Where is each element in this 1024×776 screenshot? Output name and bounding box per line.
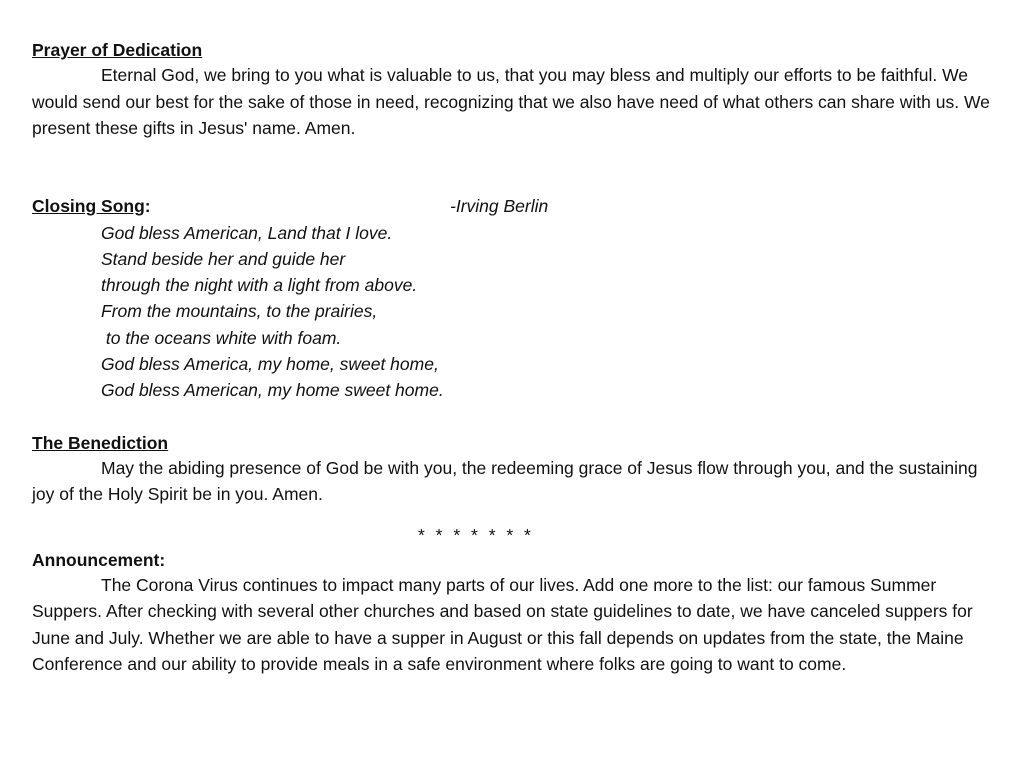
bulletin-page: [32, 38, 1002, 678]
closing-song-heading: Closing Song: [32, 195, 145, 216]
section-separator: * * * * * * *: [418, 524, 534, 545]
lyric-line: through the night with a light from above.: [101, 275, 418, 296]
lyric-line: From the mountains, to the prairies,: [101, 301, 378, 322]
closing-song-colon: :: [144, 195, 151, 216]
prayer-text: Eternal God, we bring to you what is valuable to us, that you may bless and multiply our efforts to be faithful. We would send our best for the sake of those in need, recognizing that we also have need of what others can share with us. We present these gifts in Jesus' name. Amen.: [32, 65, 990, 138]
benediction-text: May the abiding presence of God be with you, the redeeming grace of Jesus flow through you, and the sustaining joy of the Holy Spirit be in you. Amen.: [32, 457, 978, 505]
prayer-section: [32, 38, 1002, 142]
lyric-line: God bless American, Land that I love.: [101, 222, 393, 243]
song-author: -Irving Berlin: [450, 195, 549, 216]
lyric-line: God bless America, my home, sweet home,: [101, 353, 439, 374]
song-lyrics: [101, 220, 1002, 404]
announcement-section: [32, 548, 1002, 678]
closing-song-section: [32, 194, 1002, 404]
prayer-heading: Prayer of Dedication: [32, 40, 203, 60]
closing-song-header: [32, 194, 1002, 218]
lyric-line: God bless American, my home sweet home.: [101, 380, 444, 401]
announcement-text: The Corona Virus continues to impact many parts of our lives. Add one more to the list: our famous Summer Suppers. After checking with several other churches and based on state guidelines to date, we have canceled suppers for June and July. Whether we are able to have a supper in August or this fall depends on updates from the state, the Maine Conference and our ability to provide meals in a safe environment where folks are going to want to come.: [32, 574, 973, 675]
benediction-heading: The Benediction: [32, 432, 169, 453]
lyric-line: to the oceans white with foam.: [101, 327, 342, 348]
announcement-heading: Announcement:: [32, 549, 166, 570]
benediction-section: [32, 431, 1002, 508]
lyric-line: Stand beside her and guide her: [101, 248, 346, 269]
